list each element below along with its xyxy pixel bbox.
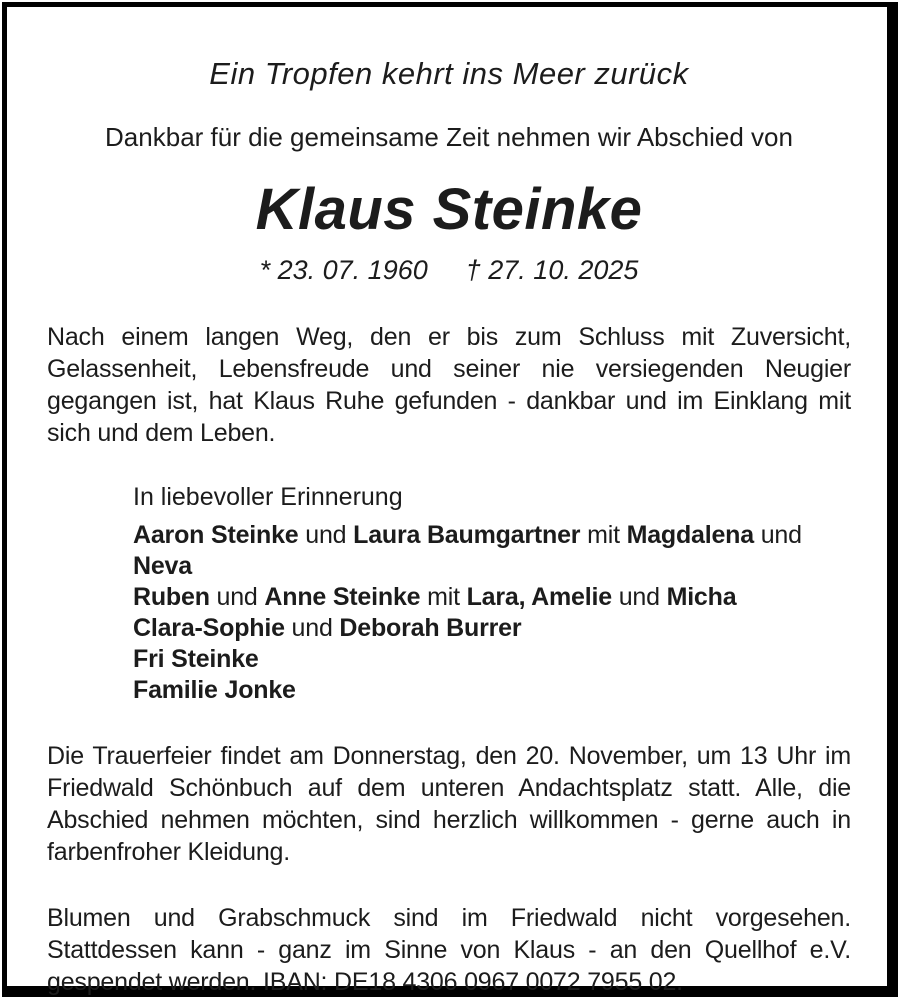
- mourner-line: Familie Jonke: [133, 676, 296, 704]
- mourners-list: [133, 520, 851, 706]
- epigraph-quote: Ein Tropfen kehrt ins Meer zurück: [209, 56, 689, 91]
- mourner-line: Fri Steinke: [133, 645, 259, 673]
- death-date: † 27. 10. 2025: [465, 255, 639, 285]
- mourner-line: Ruben und Anne Steinke mit Lara, Amelie und Micha: [133, 583, 737, 611]
- obituary-text: Nach einem langen Weg, den er bis zum Schluss mit Zuversicht, Gelassenheit, Lebensfreude und seiner nie versiegenden Neugier gegangen ist, hat Klaus Ruhe gefunden - dankbar und im Einklang mit sich und dem Leben.: [47, 323, 851, 447]
- donation-info: Blumen und Grabschmuck sind im Friedwald nicht vorgesehen. Stattdessen kann - ganz im Sinne von Klaus - an den Quellhof e.V. gespendet werden. IBAN: DE18 4306 0967 0072 7955 02.: [47, 904, 851, 996]
- farewell-intro: Dankbar für die gemeinsame Zeit nehmen wir Abschied von: [105, 122, 793, 152]
- remembrance-section: [133, 481, 851, 706]
- birth-date: * 23. 07. 1960: [259, 255, 428, 285]
- funeral-info: Die Trauerfeier findet am Donnerstag, den 20. November, um 13 Uhr im Friedwald Schönbuch auf dem unteren Andachtsplatz statt. Alle, die Abschied nehmen möchten, sind herzlich willkommen - gerne auch in farbenfroher Kleidung.: [47, 742, 851, 866]
- memorial-frame: [2, 2, 898, 997]
- remembrance-heading: In liebevoller Erinnerung: [133, 483, 403, 511]
- mourner-line: Aaron Steinke und Laura Baumgartner mit Magdalena und Neva: [133, 521, 802, 580]
- life-dates: [47, 253, 851, 287]
- mourner-line: Clara-Sophie und Deborah Burrer: [133, 614, 522, 642]
- deceased-name: Klaus Steinke: [255, 177, 643, 242]
